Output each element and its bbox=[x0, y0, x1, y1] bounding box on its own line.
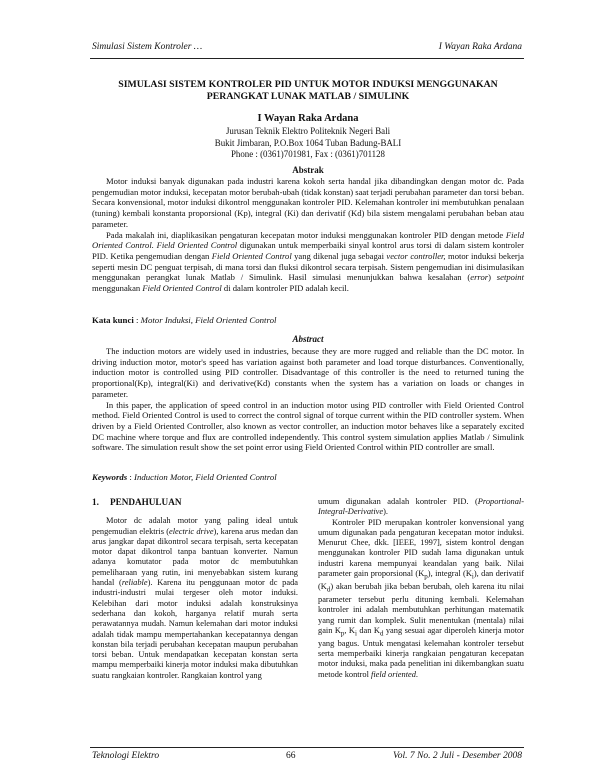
author-affiliation bbox=[92, 126, 524, 161]
text-run: yang sesuai agar diperoleh kinerja motor yang bagus. Untuk mengatasi kelemahan kontroler tersebut serta memperbaiki kinerja rangkaian pengaturan kecepatan motor induksi, maka pada penelitian ini dikembangkan suatu metode kontrol bbox=[318, 625, 525, 679]
body-column-right bbox=[318, 497, 524, 680]
section-title: PENDAHULUAN bbox=[110, 497, 182, 507]
text-run: ). Karena itu penggunaan motor dc pada industri-industri mulai tergeser oleh motor induksi. Kelebihan dari motor induksi adalah konstruksinya sederhana dan kokoh, harganya relatif murah serta perawatannya mudah. Namun kelemahan dari motor induksi adalah tidak mampu mempertahankan kecepatannya dengan konstan bila terjadi perubahan kecepatan maupun perubahan torsi beban. Untuk mendapatkan kecepatan konstan serta mampu memperbaiki kinerja motor induksi maka dibutuhkan suatu rangkaian kontroler. Rangkaian kontrol yang bbox=[92, 578, 298, 680]
subscript: d bbox=[326, 585, 331, 594]
text-run: ). bbox=[383, 507, 389, 517]
text-run: dan K bbox=[356, 625, 380, 635]
footer-journal: Teknologi Elektro bbox=[92, 751, 160, 761]
text-run: , K bbox=[344, 625, 355, 635]
abstrak-paragraph: Motor induksi banyak digunakan pada industri karena kokoh serta handal jika dibandingkan dengan motor dc. Pada pengemudian motor induksi, kecepatan motor berubah-ubah (tidak konstan) saat terjadi perubahan parameter dan torsi beban. Secara konvensional, motor induksi dikontrol menggunakan kontroler PID. Kelemahan kontroler ini membutuhkan penalaan (tuning) kembali konstanta proporsional (Kp), integral (Ki) dan derivatif (Kd) bila sistem mengalami perubahan beban atau parameter. bbox=[92, 176, 524, 229]
subscript: p bbox=[340, 629, 345, 638]
text-run: Pada makalah ini, diaplikasikan pengaturan kecepatan motor induksi menggunakan kontroler PID dengan metode bbox=[106, 229, 506, 240]
keywords-value: Induction Motor, Field Oriented Control bbox=[134, 472, 277, 482]
kata-kunci-value: Motor Induksi, Field Oriented Control bbox=[140, 315, 277, 325]
text-run-italic: error bbox=[470, 272, 489, 283]
body-column-left bbox=[92, 497, 298, 681]
text-run: umum digunakan adalah kontroler PID. ( bbox=[318, 497, 478, 506]
kata-kunci-sep: : bbox=[133, 315, 141, 325]
subscript: i bbox=[471, 572, 474, 581]
text-run: yang dikenal juga sebagai bbox=[291, 250, 387, 261]
text-run-italic: vector controller, bbox=[386, 250, 446, 261]
keywords-label: Keywords bbox=[92, 472, 128, 482]
text-run-italic: Field Oriented Control bbox=[142, 283, 222, 294]
abstract-heading: Abstract bbox=[292, 334, 324, 344]
text-run: Kontroler PID merupakan kontroler konvensional yang umum digunakan pada pengaturan kecepatan motor induksi. Menurut Chee, dkk. [IEEE, 1997], sistem kontrol dengan menggunakan kontroler PID sudah lama digunakan untuk industri karena mempunyai keandalan yang baik. Nilai parameter gain proporsional (K bbox=[318, 517, 524, 579]
text-run: motor induksi bekerja seperti mesin DC penguat terpisah, di mana torsi dan fluksi dikontrol secara terpisah. Sistem pengemudian ini disimulasikan menggunakan perangkat lunak Matlab / Simulink. Hasil simulasi menunjukkan bahwa kesalahan ( bbox=[92, 250, 524, 283]
text-run: ), dan derivatif (K bbox=[318, 569, 524, 592]
footer-volume: Vol. 7 No. 2 Juli - Desember 2008 bbox=[392, 751, 522, 761]
text-run-italic: Field Oriented Control bbox=[211, 250, 292, 261]
text-run: ) akan berubah jika beban berubah, oleh karena itu nilai parameter tersebut perlu dituning kembali. Kelemahan kontroler ini adalah membutuhkan perhitungan matematik yang rumit dan komplek. Sulit menentukan (mentala) nilai gain K bbox=[318, 582, 524, 635]
body-paragraph bbox=[92, 516, 298, 681]
abstrak-heading: Abstrak bbox=[292, 165, 324, 175]
text-run: . bbox=[415, 669, 419, 679]
text-run: ) bbox=[488, 272, 497, 283]
running-header-title: Simulasi Sistem Kontroler … bbox=[92, 42, 203, 52]
running-header-author: I Wayan Raka Ardana bbox=[438, 42, 522, 52]
body-paragraph bbox=[318, 497, 524, 518]
text-run: Motor dc adalah motor yang paling ideal untuk pengemudian elektris ( bbox=[92, 516, 298, 536]
keywords-sep: : bbox=[127, 472, 135, 482]
subscript: p bbox=[424, 572, 428, 581]
text-run-italic: Proportional-Integral-Derivative bbox=[318, 497, 524, 517]
paper-title: SIMULASI SISTEM KONTROLER PID UNTUK MOTOR INDUKSI MENGGUNAKAN PERANGKAT LUNAK MATLAB / SIMULINK bbox=[118, 79, 498, 102]
abstract-paragraph: In this paper, the application of speed control in an induction motor using PID controller with Field Oriented Control method. Field Oriented Control is used to correct the control signal of torque current within the PID controller system. When driven by a Field Oriented Controller, also known as vector controller, an induction motor behaves like a separately excited DC machine where torque and flux are controlled independently. This control system simulation applies Matlab / Simulink software. The simulation result show the set point error using Field Oriented Control within PID controller are small. bbox=[92, 399, 524, 453]
text-run-italic: field oriented bbox=[371, 669, 416, 679]
section-number: 1. bbox=[92, 497, 99, 507]
abstract-paragraph: The induction motors are widely used in industries, because they are more rugged and reliable than the DC motor. In driving induction motor, motor's speed has variation against both parameter and load torque disturbances. Conventionally, induction motor is controlled using PID controller. Disadvantage of this controller is the need to returned tuning the proportional(Kp), integral(Ki) and derivative(Kd) constants when the system has a variation on loads or changes in parameter. bbox=[92, 346, 524, 399]
text-run-italic: electric drive bbox=[169, 526, 214, 536]
body-paragraph bbox=[318, 518, 524, 680]
affiliation-line: Jurusan Teknik Elektro Politeknik Negeri Bali bbox=[225, 126, 391, 136]
text-run: di dalam kontroler PID adalah kecil. bbox=[221, 283, 349, 294]
author-name: I Wayan Raka Ardana bbox=[257, 113, 359, 124]
text-run-italic: setpoint bbox=[496, 272, 524, 283]
section-heading bbox=[92, 497, 298, 507]
kata-kunci-label: Kata kunci bbox=[92, 315, 134, 325]
abstract-body bbox=[92, 346, 524, 453]
abstrak-body bbox=[92, 176, 524, 294]
text-run-italic: Field Oriented Control. Field Oriented Control bbox=[92, 229, 524, 251]
affiliation-line: Bukit Jimbaran, P.O.Box 1064 Tuban Badung-BALI bbox=[214, 137, 402, 148]
abstrak-paragraph bbox=[92, 230, 524, 294]
text-run: digunakan untuk memperbaiki sinyal kontrol arus torsi di dalam sistem kontroler PID. Ketika pengemudian dengan bbox=[92, 240, 524, 261]
text-run: menggunakan bbox=[92, 283, 143, 294]
affiliation-line: Phone : (0361)701981, Fax : (0361)701128 bbox=[231, 149, 385, 159]
page-number: 66 bbox=[286, 751, 296, 761]
footer-divider bbox=[90, 747, 524, 748]
keywords bbox=[92, 472, 524, 482]
kata-kunci bbox=[92, 315, 524, 325]
subscript: i bbox=[354, 629, 357, 638]
text-run: ), karena arus medan dan arus jangkar dapat dikontrol secara terpisah, serta kecepatan motor dapat dikontrol tanpa bantuan konverter. Namun adanya komutator pada motor dc membutuhkan pemeliharaan yang rutin, ini menyebabkan sistem kurang handal ( bbox=[92, 526, 298, 588]
subscript: d bbox=[379, 629, 384, 638]
text-run: ), integral (K bbox=[427, 569, 472, 579]
header-divider bbox=[90, 58, 524, 59]
text-run-italic: reliable bbox=[121, 578, 148, 588]
